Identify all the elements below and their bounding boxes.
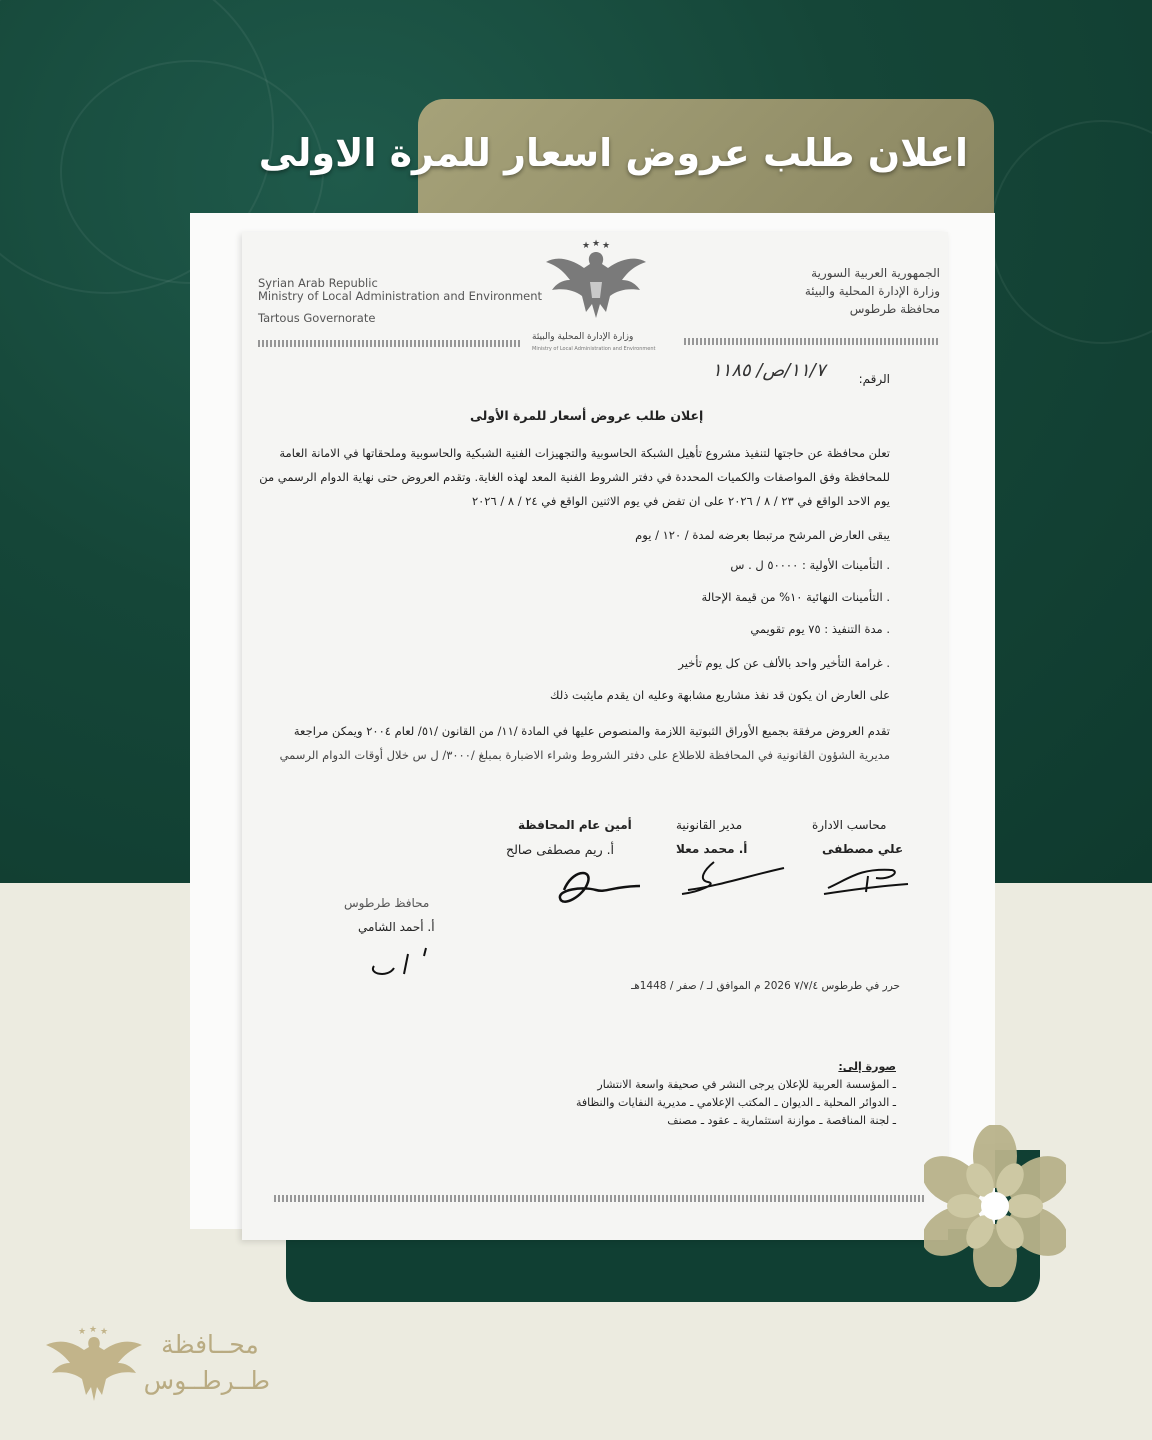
letterhead-en-line1: Syrian Arab Republic [258, 276, 378, 290]
letterhead-rule-right [684, 338, 940, 345]
paragraph1-line3: يوم الاحد الواقع في ٢٣ / ٨ / ٢٠٢٦ على ان تفض في يوم الاثنين الواقع في ٢٤ / ٨ / ٢٠٢٦ [471, 494, 890, 508]
svg-text:★: ★ [582, 241, 591, 251]
governor-role: محافظ طرطوس [344, 896, 430, 910]
brand-line2: طــرطــوس [143, 1366, 270, 1395]
signatory-accountant-name: علي مصطفى [822, 842, 904, 856]
svg-text:★: ★ [100, 1327, 109, 1337]
copies-heading: صورة إلى: [838, 1060, 896, 1073]
issue-date-line: حرر في طرطوس ٧/٧/٤ 2026 م الموافق لـ / صفر / 1448هـ [631, 980, 900, 992]
ref-value: ١١/٧/ص/ ١١٨٥ [712, 360, 826, 381]
term-delay-penalty: . غرامة التأخير واحد بالألف عن كل يوم تأخير [678, 656, 890, 670]
copies-item: ـ لجنة المناقصة ـ موازنة استثمارية ـ عقود ـ مصنف [667, 1114, 896, 1127]
eagle-logo-icon [42, 1325, 146, 1405]
governor-name: أ. أحمد الشامي [358, 920, 435, 934]
title-banner [258, 99, 994, 215]
paragraph1-line1: تعلن محافظة عن حاجتها لتنفيذ مشروع تأهيل الشبكة الحاسوبية والتجهيزات الفنية الشبكية والحاسوبية وملحقاتها في الامانة العامة [279, 446, 890, 460]
paragraph2-line1: تقدم العروض مرفقة بجميع الأوراق الثبوتية اللازمة والمنصوص عليها في المادة /١١/ من القانون /٥١/ لعام ٢٠٠٤ ويمكن مراجعة [293, 724, 890, 738]
emblem-caption-en: Ministry of Local Administration and Environment [532, 346, 656, 352]
letterhead-rule-left [258, 340, 520, 347]
signature-icon [552, 860, 644, 912]
ref-label: الرقم: [858, 372, 890, 386]
svg-text:★: ★ [602, 241, 611, 251]
flower-ornament-icon [924, 1125, 1066, 1287]
signatory-legal-role: مدير القانونية [676, 818, 743, 832]
signature-icon [820, 858, 910, 898]
letterhead-ar-line1: الجمهورية العربية السورية [811, 266, 940, 280]
term-final-guarantee: . التأمينات النهائية ١٠% من قيمة الإحالة [701, 590, 890, 604]
copies-item: ـ المؤسسة العربية للإعلان يرجى النشر في صحيفة واسعة الانتشار [597, 1078, 896, 1091]
letterhead-en-line2: Ministry of Local Administration and Environment [258, 289, 543, 303]
signatory-accountant-role: محاسب الادارة [812, 818, 887, 832]
paragraph1-line2: للمحافظة وفق المواصفات والكميات المحددة في دفتر الشروط الفنية المعد لهذه الغاية. وتقدم العروض حتى نهاية الدوام الرسمي من [259, 470, 890, 484]
svg-text:★: ★ [89, 1325, 98, 1335]
signature-icon [678, 856, 788, 904]
emblem-caption: وزارة الإدارة المحلية والبيئة [532, 332, 634, 342]
signatory-secretary-name: أ. ريم مصطفى صالح [506, 842, 615, 857]
brand-line1: محــافظة [161, 1330, 259, 1359]
svg-text:★: ★ [78, 1327, 87, 1337]
signature-icon [364, 940, 444, 980]
term-offer-validity: يبقى العارض المرشح مرتبطا بعرضه لمدة / ١٢٠ / يوم [635, 528, 890, 542]
signatory-secretary-role: أمين عام المحافظة [518, 818, 632, 832]
term-initial-guarantee: . التأمينات الأولية : ٥٠٠٠٠ ل . س [730, 558, 890, 572]
document-title: إعلان طلب عروض أسعار للمرة الأولى [470, 408, 704, 423]
letterhead-en-line3: Tartous Governorate [258, 311, 376, 325]
decorative-swirl [990, 120, 1152, 344]
letterhead-ar-line3: محافظة طرطوس [849, 302, 940, 316]
footer-rule [274, 1195, 924, 1202]
page-title: اعلان طلب عروض اسعار للمرة الاولى [258, 131, 968, 175]
signatory-legal-name: أ. محمد معلا [676, 842, 748, 856]
letterhead-ar-line2: وزارة الإدارة المحلية والبيئة [804, 284, 940, 298]
svg-text:★: ★ [592, 239, 601, 249]
eagle-emblem-icon [540, 238, 652, 326]
paragraph2-line2: مديرية الشؤون القانونية في المحافظة للاطلاع على دفتر الشروط وشراء الاضبارة بمبلغ /٣٠٠٠/ ل س خلال أوقات الدوام الرسمي [279, 748, 890, 762]
term-execution-period: . مدة التنفيذ : ٧٥ يوم تقويمي [750, 622, 890, 636]
term-experience: على العارض ان يكون قد نفذ مشاريع مشابهة وعليه ان يقدم مايثبت ذلك [550, 688, 890, 702]
copies-item: ـ الدوائر المحلية ـ الديوان ـ المكتب الإعلامي ـ مديرية النفايات والنظافة [575, 1096, 896, 1109]
